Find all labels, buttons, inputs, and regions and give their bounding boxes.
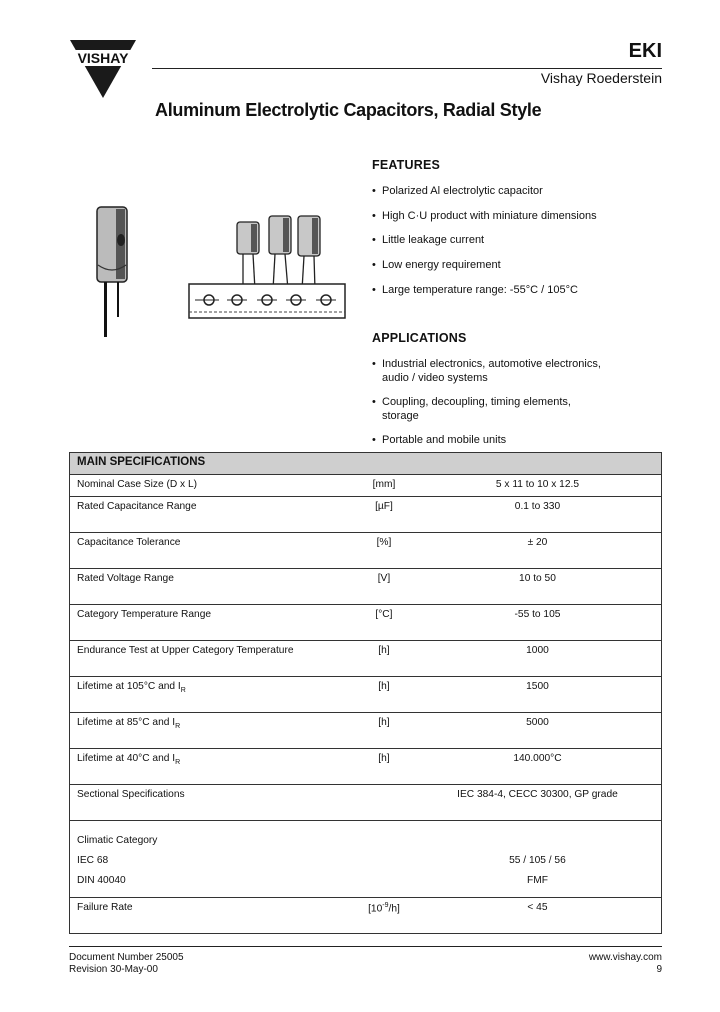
document-number: Document Number 25005 — [69, 952, 184, 963]
table-row: Category Temperature Range [°C] -55 to 105 — [70, 605, 662, 641]
table-heading: MAIN SPECIFICATIONS — [70, 453, 662, 475]
table-row: Lifetime at 40°C and $I_R$ [h] 140.000°C — [70, 749, 662, 785]
page-number: 9 — [656, 964, 662, 975]
applications-list — [372, 357, 602, 457]
table-row: Lifetime at 85°C and $I_R$ [h] 5000 — [70, 713, 662, 749]
feature-item: • High C·U product with miniature dimensions — [372, 209, 662, 223]
feature-item: • Little leakage current — [372, 233, 662, 247]
website-link[interactable]: www.vishay.com — [588, 952, 662, 963]
revision-date: Revision 30-May-00 — [69, 964, 158, 975]
table-row: Failure Rate $[10^{-9}/h]$ < 45 — [70, 898, 662, 934]
application-item: • Industrial electronics, automotive electronics, audio / video systems — [372, 357, 602, 385]
applications-heading: APPLICATIONS — [372, 331, 467, 345]
main-specifications-table — [69, 452, 662, 934]
manufacturer-name: Vishay Roederstein — [540, 70, 662, 86]
header-rule — [152, 68, 662, 69]
vishay-logo — [68, 30, 138, 98]
features-list — [372, 184, 662, 307]
features-heading: FEATURES — [372, 158, 441, 172]
svg-text:VISHAY: VISHAY — [77, 50, 129, 66]
table-row: Rated Voltage Range [V] 10 to 50 — [70, 569, 662, 605]
document-info — [69, 952, 184, 976]
table-row: Endurance Test at Upper Category Temperature [h] 1000 — [70, 641, 662, 677]
table-row: Nominal Case Size (D x L) [mm] 5 x 11 to 10 x 12.5 — [70, 475, 662, 497]
product-code: EKI — [628, 40, 662, 62]
feature-item: • Low energy requirement — [372, 258, 662, 272]
table-row: Sectional Specifications IEC 384-4, CECC 30300, GP grade — [70, 785, 662, 821]
feature-item: • Large temperature range: -55°C / 105°C — [372, 283, 662, 297]
table-row: Lifetime at 105°C and $I_R$ [h] 1500 — [70, 677, 662, 713]
page-title: Aluminum Electrolytic Capacitors, Radial Style — [155, 100, 542, 120]
table-row: Rated Capacitance Range [µF] 0.1 to 330 — [70, 497, 662, 533]
capacitor-taped-image — [185, 212, 350, 324]
table-row-climatic: Climatic Category IEC 68 DIN 40040 55 / 105 / 56 FMF — [70, 821, 662, 898]
application-item: • Portable and mobile units — [372, 433, 602, 447]
application-item: • Coupling, decoupling, timing elements, storage — [372, 395, 602, 423]
capacitor-single-image — [92, 205, 132, 340]
footer-right — [589, 952, 662, 976]
feature-item: • Polarized Al electrolytic capacitor — [372, 184, 662, 198]
table-row: Capacitance Tolerance [%] ± 20 — [70, 533, 662, 569]
footer-rule — [69, 946, 662, 947]
